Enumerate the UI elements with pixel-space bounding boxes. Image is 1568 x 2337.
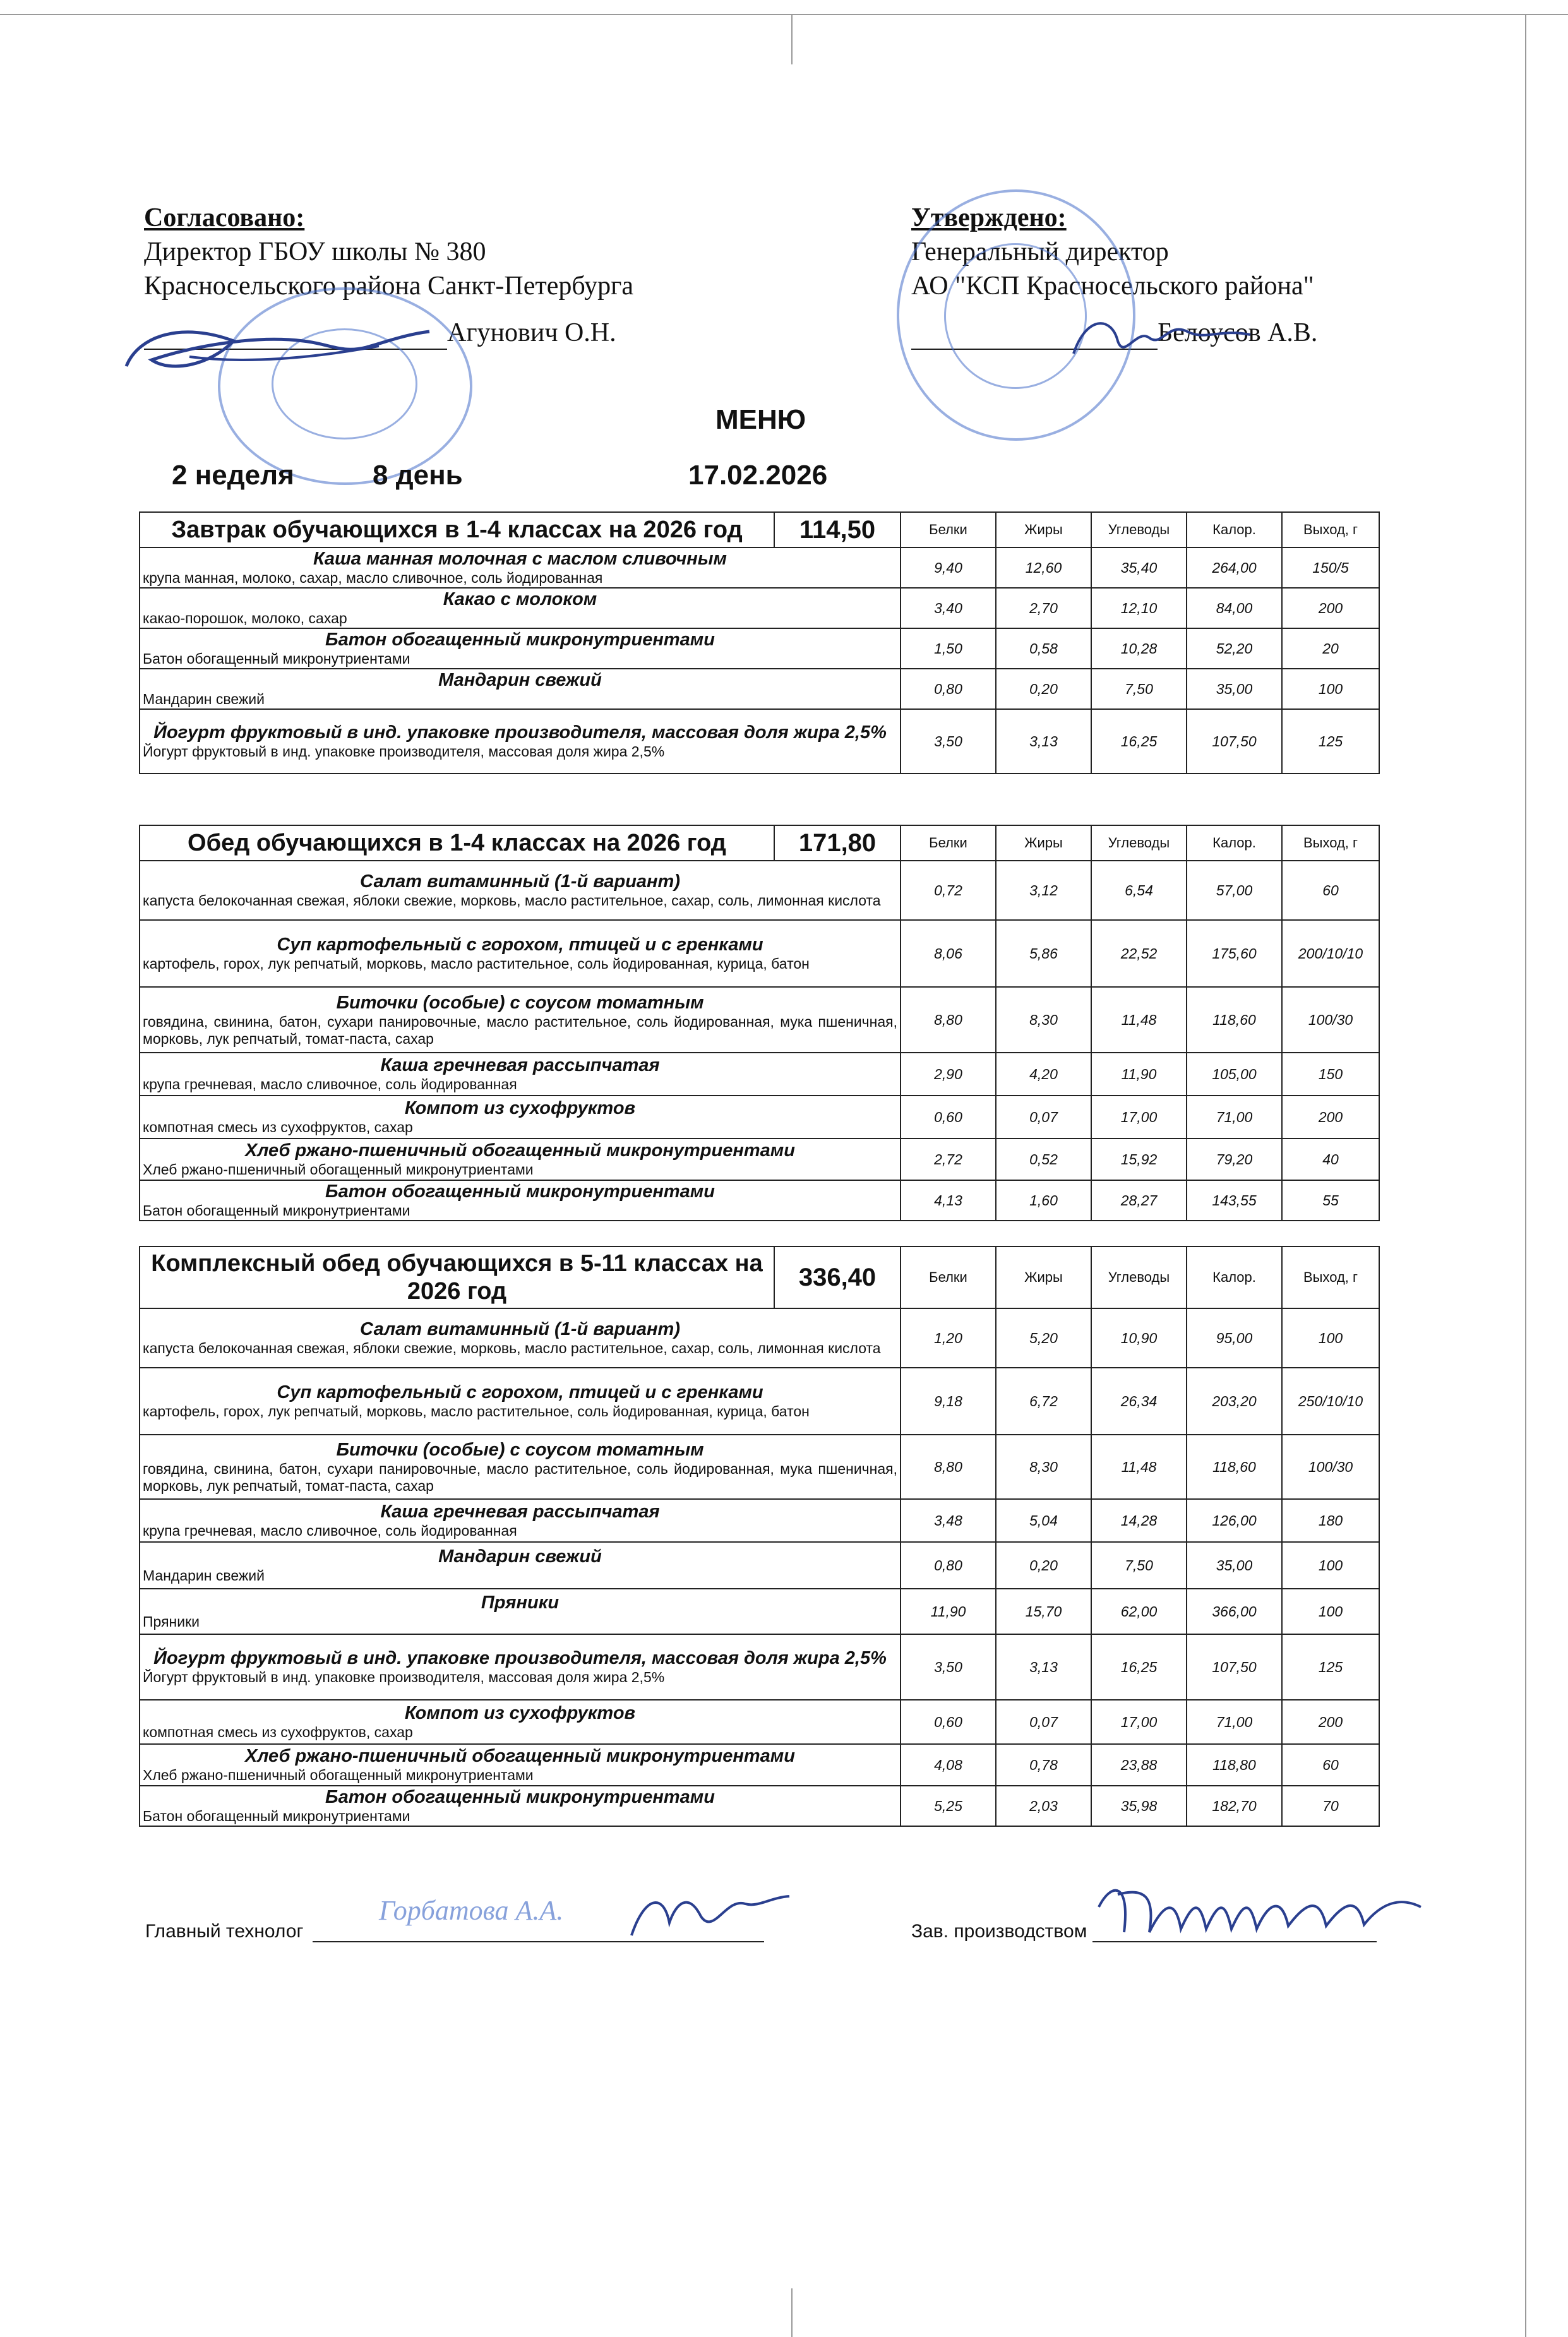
- dish-fat: 3,13: [996, 709, 1091, 774]
- dish-cell: [140, 588, 901, 628]
- column-header-protein: Белки: [901, 1246, 996, 1308]
- dish-calories: 52,20: [1187, 628, 1282, 669]
- dish-name: Хлеб ржано-пшеничный обогащенный микронутриентами: [245, 1746, 795, 1766]
- dish-calories: 143,55: [1187, 1180, 1282, 1221]
- dish-yield: 55: [1282, 1180, 1379, 1221]
- dish-yield: 40: [1282, 1139, 1379, 1180]
- dish-fat: 0,20: [996, 669, 1091, 709]
- dish-protein: 0,60: [901, 1700, 996, 1744]
- dish-carbs: 17,00: [1091, 1096, 1187, 1139]
- column-header-carbs: Углеводы: [1091, 1246, 1187, 1308]
- chief-technologist-signature: [619, 1879, 796, 1948]
- dish-cell: [140, 1096, 901, 1139]
- dish-yield: 180: [1282, 1499, 1379, 1542]
- dish-row: [140, 1096, 1379, 1139]
- dish-name: Каша гречневая рассыпчатая: [380, 1502, 660, 1522]
- dish-row: [140, 709, 1379, 774]
- dish-composition: капуста белокочанная свежая, яблоки свежие, морковь, масло растительное, сахар, соль, лимонная кислота: [143, 1340, 881, 1356]
- dish-row: [140, 1499, 1379, 1542]
- dish-protein: 8,80: [901, 1435, 996, 1499]
- dish-name: Батон обогащенный микронутриентами: [325, 1181, 715, 1202]
- dish-name: Йогурт фруктовый в инд. упаковке производителя, массовая доля жира 2,5%: [153, 722, 887, 743]
- dish-yield: 150/5: [1282, 547, 1379, 588]
- dish-name: Батон обогащенный микронутриентами: [325, 630, 715, 650]
- approval-left-title: Согласовано:: [144, 203, 305, 232]
- dish-cell: [140, 920, 901, 987]
- column-header-yield: Выход, г: [1282, 825, 1379, 861]
- dish-name: Биточки (особые) с соусом томатным: [336, 1439, 704, 1460]
- dish-carbs: 12,10: [1091, 588, 1187, 628]
- dish-row: [140, 1634, 1379, 1700]
- dish-composition: Мандарин свежий: [143, 691, 265, 707]
- column-header-protein: Белки: [901, 512, 996, 547]
- section-title: Обед обучающихся в 1-4 классах на 2026 год: [140, 825, 774, 861]
- dish-cell: [140, 628, 901, 669]
- dish-row: [140, 1435, 1379, 1499]
- dish-cell: [140, 1542, 901, 1589]
- dish-composition: крупа гречневая, масло сливочное, соль йодированная: [143, 1076, 517, 1092]
- dish-cell: [140, 1744, 901, 1786]
- dish-calories: 203,20: [1187, 1368, 1282, 1435]
- dish-calories: 57,00: [1187, 861, 1282, 920]
- dish-row: [140, 1368, 1379, 1435]
- dish-cell: [140, 1053, 901, 1096]
- dish-calories: 264,00: [1187, 547, 1282, 588]
- dish-name: Салат витаминный (1-й вариант): [359, 1319, 681, 1339]
- dish-yield: 100: [1282, 1589, 1379, 1634]
- dish-calories: 84,00: [1187, 588, 1282, 628]
- dish-yield: 100/30: [1282, 1435, 1379, 1499]
- dish-yield: 100: [1282, 1308, 1379, 1368]
- dish-name: Йогурт фруктовый в инд. упаковке производителя, массовая доля жира 2,5%: [153, 1648, 887, 1668]
- column-header-calories: Калор.: [1187, 825, 1282, 861]
- dish-cell: [140, 709, 901, 774]
- dish-fat: 8,30: [996, 1435, 1091, 1499]
- dish-protein: 5,25: [901, 1786, 996, 1826]
- dish-composition: Йогурт фруктовый в инд. упаковке производителя, массовая доля жира 2,5%: [143, 743, 665, 760]
- column-header-yield: Выход, г: [1282, 512, 1379, 547]
- dish-composition: картофель, горох, лук репчатый, морковь, масло растительное, соль йодированная, курица, батон: [143, 955, 810, 972]
- dish-yield: 200/10/10: [1282, 920, 1379, 987]
- dish-protein: 3,40: [901, 588, 996, 628]
- dish-calories: 182,70: [1187, 1786, 1282, 1826]
- scan-fold-top: [791, 15, 793, 64]
- column-header-protein: Белки: [901, 825, 996, 861]
- dish-cell: [140, 1634, 901, 1700]
- dish-row: [140, 987, 1379, 1053]
- approval-right-title: Утверждено:: [911, 203, 1067, 232]
- dish-composition: капуста белокочанная свежая, яблоки свежие, морковь, масло растительное, сахар, соль, лимонная кислота: [143, 892, 881, 909]
- chief-technologist-name-stamp: Горбатова А.А.: [379, 1895, 564, 1926]
- dish-fat: 2,70: [996, 588, 1091, 628]
- dish-row: [140, 1744, 1379, 1786]
- lunch-1-4-table: [139, 825, 1380, 1221]
- dish-carbs: 16,25: [1091, 1634, 1187, 1700]
- director-signature: [114, 297, 442, 398]
- dish-row: [140, 1700, 1379, 1744]
- dish-calories: 126,00: [1187, 1499, 1282, 1542]
- dish-fat: 15,70: [996, 1589, 1091, 1634]
- section-price: 171,80: [774, 825, 901, 861]
- dish-fat: 8,30: [996, 987, 1091, 1053]
- dish-cell: [140, 1368, 901, 1435]
- dish-row: [140, 1308, 1379, 1368]
- column-header-calories: Калор.: [1187, 1246, 1282, 1308]
- dish-composition: Батон обогащенный микронутриентами: [143, 1202, 410, 1219]
- dish-name: Хлеб ржано-пшеничный обогащенный микронутриентами: [245, 1140, 795, 1161]
- approval-right-name: Белоусов А.В.: [1158, 318, 1318, 347]
- dish-row: [140, 669, 1379, 709]
- dish-calories: 366,00: [1187, 1589, 1282, 1634]
- dish-cell: [140, 1308, 901, 1368]
- dish-yield: 150: [1282, 1053, 1379, 1096]
- dish-row: [140, 1542, 1379, 1589]
- dish-row: [140, 1786, 1379, 1826]
- section-price: 114,50: [774, 512, 901, 547]
- section-price: 336,40: [774, 1246, 901, 1308]
- dish-carbs: 6,54: [1091, 861, 1187, 920]
- dish-name: Батон обогащенный микронутриентами: [325, 1787, 715, 1807]
- dish-fat: 5,86: [996, 920, 1091, 987]
- production-head-label: Зав. производством: [911, 1921, 1087, 1942]
- dish-yield: 200: [1282, 1096, 1379, 1139]
- dish-carbs: 16,25: [1091, 709, 1187, 774]
- dish-carbs: 35,98: [1091, 1786, 1187, 1826]
- dish-yield: 100: [1282, 1542, 1379, 1589]
- dish-name: Компот из сухофруктов: [404, 1703, 636, 1723]
- dish-composition: картофель, горох, лук репчатый, морковь, масло растительное, соль йодированная, курица, батон: [143, 1403, 810, 1420]
- dish-calories: 107,50: [1187, 1634, 1282, 1700]
- section-title: Завтрак обучающихся в 1-4 классах на 2026 год: [140, 512, 774, 547]
- dish-row: [140, 1053, 1379, 1096]
- dish-cell: [140, 547, 901, 588]
- dish-fat: 0,78: [996, 1744, 1091, 1786]
- dish-cell: [140, 1139, 901, 1180]
- dish-calories: 107,50: [1187, 709, 1282, 774]
- dish-yield: 125: [1282, 1634, 1379, 1700]
- dish-row: [140, 588, 1379, 628]
- dish-fat: 0,07: [996, 1096, 1091, 1139]
- approval-left-name: Агунович О.Н.: [447, 318, 616, 347]
- dish-row: [140, 547, 1379, 588]
- dish-carbs: 26,34: [1091, 1368, 1187, 1435]
- dish-composition: Хлеб ржано-пшеничный обогащенный микронутриентами: [143, 1767, 534, 1783]
- scan-border-right: [1525, 15, 1526, 2337]
- dish-carbs: 10,90: [1091, 1308, 1187, 1368]
- dish-composition: компотная смесь из сухофруктов, сахар: [143, 1724, 413, 1740]
- dish-cell: [140, 987, 901, 1053]
- dish-carbs: 7,50: [1091, 1542, 1187, 1589]
- dish-row: [140, 920, 1379, 987]
- dish-fat: 5,20: [996, 1308, 1091, 1368]
- dish-fat: 0,58: [996, 628, 1091, 669]
- dish-fat: 12,60: [996, 547, 1091, 588]
- dish-protein: 2,72: [901, 1139, 996, 1180]
- production-head-signature: [1086, 1869, 1427, 1945]
- dish-fat: 4,20: [996, 1053, 1091, 1096]
- general-director-signature: [1061, 303, 1276, 373]
- dish-composition: крупа гречневая, масло сливочное, соль йодированная: [143, 1522, 517, 1539]
- dish-calories: 118,60: [1187, 987, 1282, 1053]
- dish-name: Какао с молоком: [443, 589, 597, 609]
- dish-composition: Йогурт фруктовый в инд. упаковке производителя, массовая доля жира 2,5%: [143, 1669, 665, 1685]
- dish-row: [140, 628, 1379, 669]
- dish-name: Компот из сухофруктов: [404, 1098, 636, 1118]
- dish-yield: 60: [1282, 1744, 1379, 1786]
- dish-carbs: 23,88: [1091, 1744, 1187, 1786]
- dish-protein: 0,60: [901, 1096, 996, 1139]
- day-label: 8 день: [373, 460, 463, 491]
- dish-protein: 1,20: [901, 1308, 996, 1368]
- dish-yield: 70: [1282, 1786, 1379, 1826]
- dish-protein: 11,90: [901, 1589, 996, 1634]
- column-header-fat: Жиры: [996, 1246, 1091, 1308]
- dish-fat: 3,13: [996, 1634, 1091, 1700]
- dish-fat: 0,52: [996, 1139, 1091, 1180]
- dish-yield: 20: [1282, 628, 1379, 669]
- dish-name: Суп картофельный с горохом, птицей и с гренками: [277, 1382, 763, 1402]
- dish-calories: 95,00: [1187, 1308, 1282, 1368]
- dish-carbs: 22,52: [1091, 920, 1187, 987]
- dish-carbs: 7,50: [1091, 669, 1187, 709]
- dish-cell: [140, 1499, 901, 1542]
- dish-cell: [140, 1589, 901, 1634]
- dish-name: Мандарин свежий: [438, 670, 602, 690]
- approval-right-position: Генеральный директор: [911, 237, 1169, 266]
- dish-protein: 8,80: [901, 987, 996, 1053]
- dish-composition: Мандарин свежий: [143, 1567, 265, 1584]
- column-header-carbs: Углеводы: [1091, 512, 1187, 547]
- column-header-fat: Жиры: [996, 825, 1091, 861]
- dish-cell: [140, 861, 901, 920]
- dish-protein: 9,18: [901, 1368, 996, 1435]
- dish-fat: 3,12: [996, 861, 1091, 920]
- dish-calories: 118,80: [1187, 1744, 1282, 1786]
- dish-name: Каша гречневая рассыпчатая: [380, 1055, 660, 1075]
- dish-cell: [140, 1180, 901, 1221]
- scan-fold-bottom: [791, 2288, 793, 2337]
- dish-row: [140, 861, 1379, 920]
- dish-name: Биточки (особые) с соусом томатным: [336, 992, 704, 1013]
- dish-protein: 9,40: [901, 547, 996, 588]
- dish-composition: Батон обогащенный микронутриентами: [143, 1808, 410, 1824]
- dish-calories: 71,00: [1187, 1096, 1282, 1139]
- dish-name: Суп картофельный с горохом, птицей и с гренками: [277, 935, 763, 955]
- dish-calories: 79,20: [1187, 1139, 1282, 1180]
- dish-yield: 200: [1282, 1700, 1379, 1744]
- dish-composition: компотная смесь из сухофруктов, сахар: [143, 1119, 413, 1135]
- dish-cell: [140, 1700, 901, 1744]
- dish-fat: 5,04: [996, 1499, 1091, 1542]
- dish-fat: 0,20: [996, 1542, 1091, 1589]
- dish-yield: 250/10/10: [1282, 1368, 1379, 1435]
- column-header-calories: Калор.: [1187, 512, 1282, 547]
- dish-fat: 1,60: [996, 1180, 1091, 1221]
- dish-name: Каша манная молочная с маслом сливочным: [313, 549, 727, 569]
- dish-protein: 0,80: [901, 669, 996, 709]
- dish-calories: 175,60: [1187, 920, 1282, 987]
- dish-cell: [140, 1786, 901, 1826]
- column-header-yield: Выход, г: [1282, 1246, 1379, 1308]
- dish-carbs: 35,40: [1091, 547, 1187, 588]
- approval-left-position: Директор ГБОУ школы № 380: [144, 237, 486, 266]
- dish-calories: 35,00: [1187, 669, 1282, 709]
- dish-yield: 125: [1282, 709, 1379, 774]
- dish-fat: 6,72: [996, 1368, 1091, 1435]
- dish-calories: 105,00: [1187, 1053, 1282, 1096]
- dish-composition: Пряники: [143, 1613, 200, 1630]
- section-title: Комплексный обед обучающихся в 5-11 классах на 2026 год: [140, 1246, 774, 1308]
- dish-protein: 4,08: [901, 1744, 996, 1786]
- dish-yield: 100/30: [1282, 987, 1379, 1053]
- dish-fat: 0,07: [996, 1700, 1091, 1744]
- dish-fat: 2,03: [996, 1786, 1091, 1826]
- dish-row: [140, 1139, 1379, 1180]
- dish-protein: 1,50: [901, 628, 996, 669]
- column-header-fat: Жиры: [996, 512, 1091, 547]
- dish-row: [140, 1589, 1379, 1634]
- dish-cell: [140, 669, 901, 709]
- dish-yield: 200: [1282, 588, 1379, 628]
- week-label: 2 неделя: [172, 460, 294, 491]
- dish-composition: Хлеб ржано-пшеничный обогащенный микронутриентами: [143, 1161, 534, 1178]
- breakfast-table: [139, 511, 1380, 774]
- dish-protein: 3,50: [901, 1634, 996, 1700]
- dish-composition: говядина, свинина, батон, сухари панировочные, масло растительное, соль йодированная, мука пшеничная, морковь, лук репчатый, томат-паста, сахар: [143, 1013, 897, 1047]
- dish-carbs: 14,28: [1091, 1499, 1187, 1542]
- dish-carbs: 28,27: [1091, 1180, 1187, 1221]
- dish-composition: какао-порошок, молоко, сахар: [143, 610, 347, 626]
- dish-cell: [140, 1435, 901, 1499]
- dish-protein: 3,50: [901, 709, 996, 774]
- dish-calories: 71,00: [1187, 1700, 1282, 1744]
- dish-calories: 35,00: [1187, 1542, 1282, 1589]
- dish-yield: 100: [1282, 669, 1379, 709]
- dish-carbs: 62,00: [1091, 1589, 1187, 1634]
- dish-carbs: 17,00: [1091, 1700, 1187, 1744]
- dish-protein: 8,06: [901, 920, 996, 987]
- dish-calories: 118,60: [1187, 1435, 1282, 1499]
- dish-composition: Батон обогащенный микронутриентами: [143, 650, 410, 667]
- dish-protein: 0,72: [901, 861, 996, 920]
- approval-right-organization: АО "КСП Красносельского района": [911, 272, 1314, 301]
- dish-protein: 0,80: [901, 1542, 996, 1589]
- column-header-carbs: Углеводы: [1091, 825, 1187, 861]
- dish-row: [140, 1180, 1379, 1221]
- dish-carbs: 11,48: [1091, 1435, 1187, 1499]
- dish-carbs: 15,92: [1091, 1139, 1187, 1180]
- dish-composition: крупа манная, молоко, сахар, масло сливочное, соль йодированная: [143, 570, 603, 586]
- dish-carbs: 11,48: [1091, 987, 1187, 1053]
- dish-name: Пряники: [481, 1593, 560, 1613]
- dish-protein: 2,90: [901, 1053, 996, 1096]
- dish-protein: 3,48: [901, 1499, 996, 1542]
- dish-name: Мандарин свежий: [438, 1546, 602, 1567]
- dish-carbs: 10,28: [1091, 628, 1187, 669]
- dish-carbs: 11,90: [1091, 1053, 1187, 1096]
- menu-title: МЕНЮ: [715, 404, 806, 435]
- dish-composition: говядина, свинина, батон, сухари панировочные, масло растительное, соль йодированная, мука пшеничная, морковь, лук репчатый, томат-паста, сахар: [143, 1460, 897, 1494]
- chief-technologist-label: Главный технолог: [145, 1921, 304, 1942]
- dish-protein: 4,13: [901, 1180, 996, 1221]
- scan-border-top: [0, 14, 1568, 15]
- dish-yield: 60: [1282, 861, 1379, 920]
- dish-name: Салат витаминный (1-й вариант): [359, 871, 681, 892]
- approval-left-organization: Красносельского района Санкт-Петербурга: [144, 272, 633, 301]
- menu-date: 17.02.2026: [688, 460, 828, 491]
- complex-lunch-5-11-table: [139, 1246, 1380, 1827]
